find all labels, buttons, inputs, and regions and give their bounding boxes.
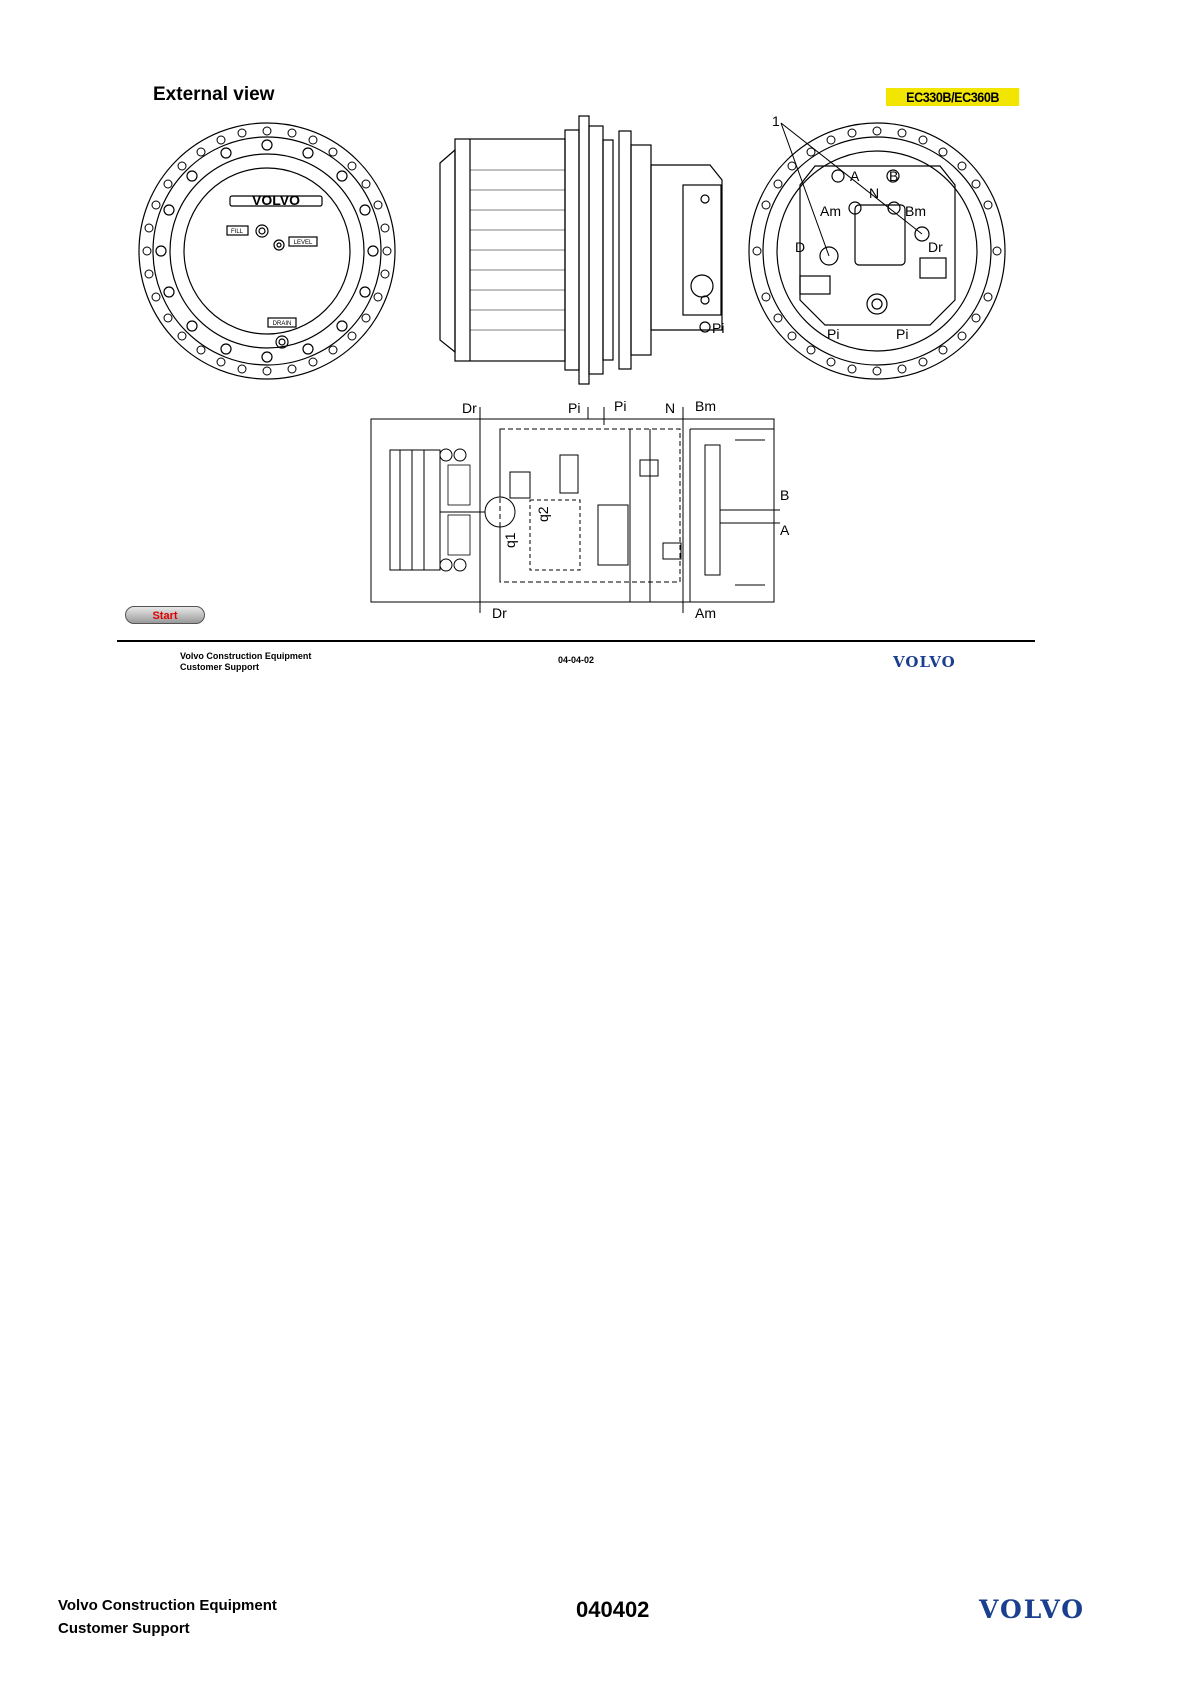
- side-view-drawing: [440, 116, 725, 384]
- schem-b: B: [780, 487, 790, 503]
- schem-bm: Bm: [695, 398, 716, 414]
- page-footer-company-line2: Customer Support: [58, 1620, 190, 1637]
- schem-n: N: [665, 400, 676, 416]
- schem-q2: q2: [535, 506, 551, 522]
- page-footer-company: [58, 1594, 277, 1640]
- right-port-pi-left: Pi: [827, 326, 840, 342]
- page-volvo-logo: VOLVO: [979, 1595, 1086, 1624]
- schem-dr-top: Dr: [462, 400, 477, 416]
- inner-bolts: [156, 140, 378, 362]
- slide-volvo-logo: VOLVO: [893, 653, 956, 671]
- right-port-bm: Bm: [905, 203, 926, 219]
- slide-footer-rule: [117, 640, 1035, 642]
- right-port-am: Am: [820, 203, 841, 219]
- schem-dr-bottom: Dr: [492, 605, 507, 621]
- slide-footer-company-line1: Volvo Construction Equipment: [180, 651, 312, 661]
- right-port-dr: Dr: [928, 239, 943, 255]
- drain-label: DRAIN: [272, 321, 292, 327]
- fill-label: FILL: [230, 229, 244, 235]
- hydraulic-schematic: [371, 407, 780, 613]
- right-port-a: A: [850, 168, 860, 184]
- right-view-leaders: [781, 123, 922, 256]
- right-port-b: B: [889, 168, 899, 184]
- left-view-drawing: [139, 123, 395, 379]
- slide-footer-code: 04-04-02: [558, 655, 595, 665]
- level-label: LEVEL: [293, 240, 313, 246]
- start-button[interactable]: Start: [125, 606, 205, 624]
- right-view-drawing: [749, 123, 1005, 379]
- page-footer-company-line1: Volvo Construction Equipment: [58, 1597, 277, 1614]
- schem-a: A: [780, 522, 790, 538]
- outer-bolt-holes: [143, 127, 391, 375]
- slide-footer-company-line2: Customer Support: [180, 662, 260, 672]
- schem-pi-2: Pi: [614, 398, 627, 414]
- left-logo-text: VOLVO: [252, 192, 300, 208]
- schem-am: Am: [695, 605, 716, 621]
- right-view-labels: [772, 113, 943, 342]
- right-port-pi-right: Pi: [896, 326, 909, 342]
- slide-footer-company: [180, 651, 311, 673]
- right-port-n: N: [869, 185, 880, 201]
- slide-title: External view: [153, 84, 275, 105]
- page-number: 040402: [576, 1597, 650, 1622]
- schem-q1: q1: [502, 532, 518, 548]
- left-view-labels: [231, 192, 313, 327]
- model-badge: EC330B/EC360B: [886, 88, 1019, 106]
- side-pi-label: Pi: [712, 320, 725, 336]
- travel-motor-figure: [0, 0, 1190, 640]
- schem-pi-1: Pi: [568, 400, 581, 416]
- callout-1: 1: [772, 113, 780, 129]
- right-port-d: D: [795, 239, 806, 255]
